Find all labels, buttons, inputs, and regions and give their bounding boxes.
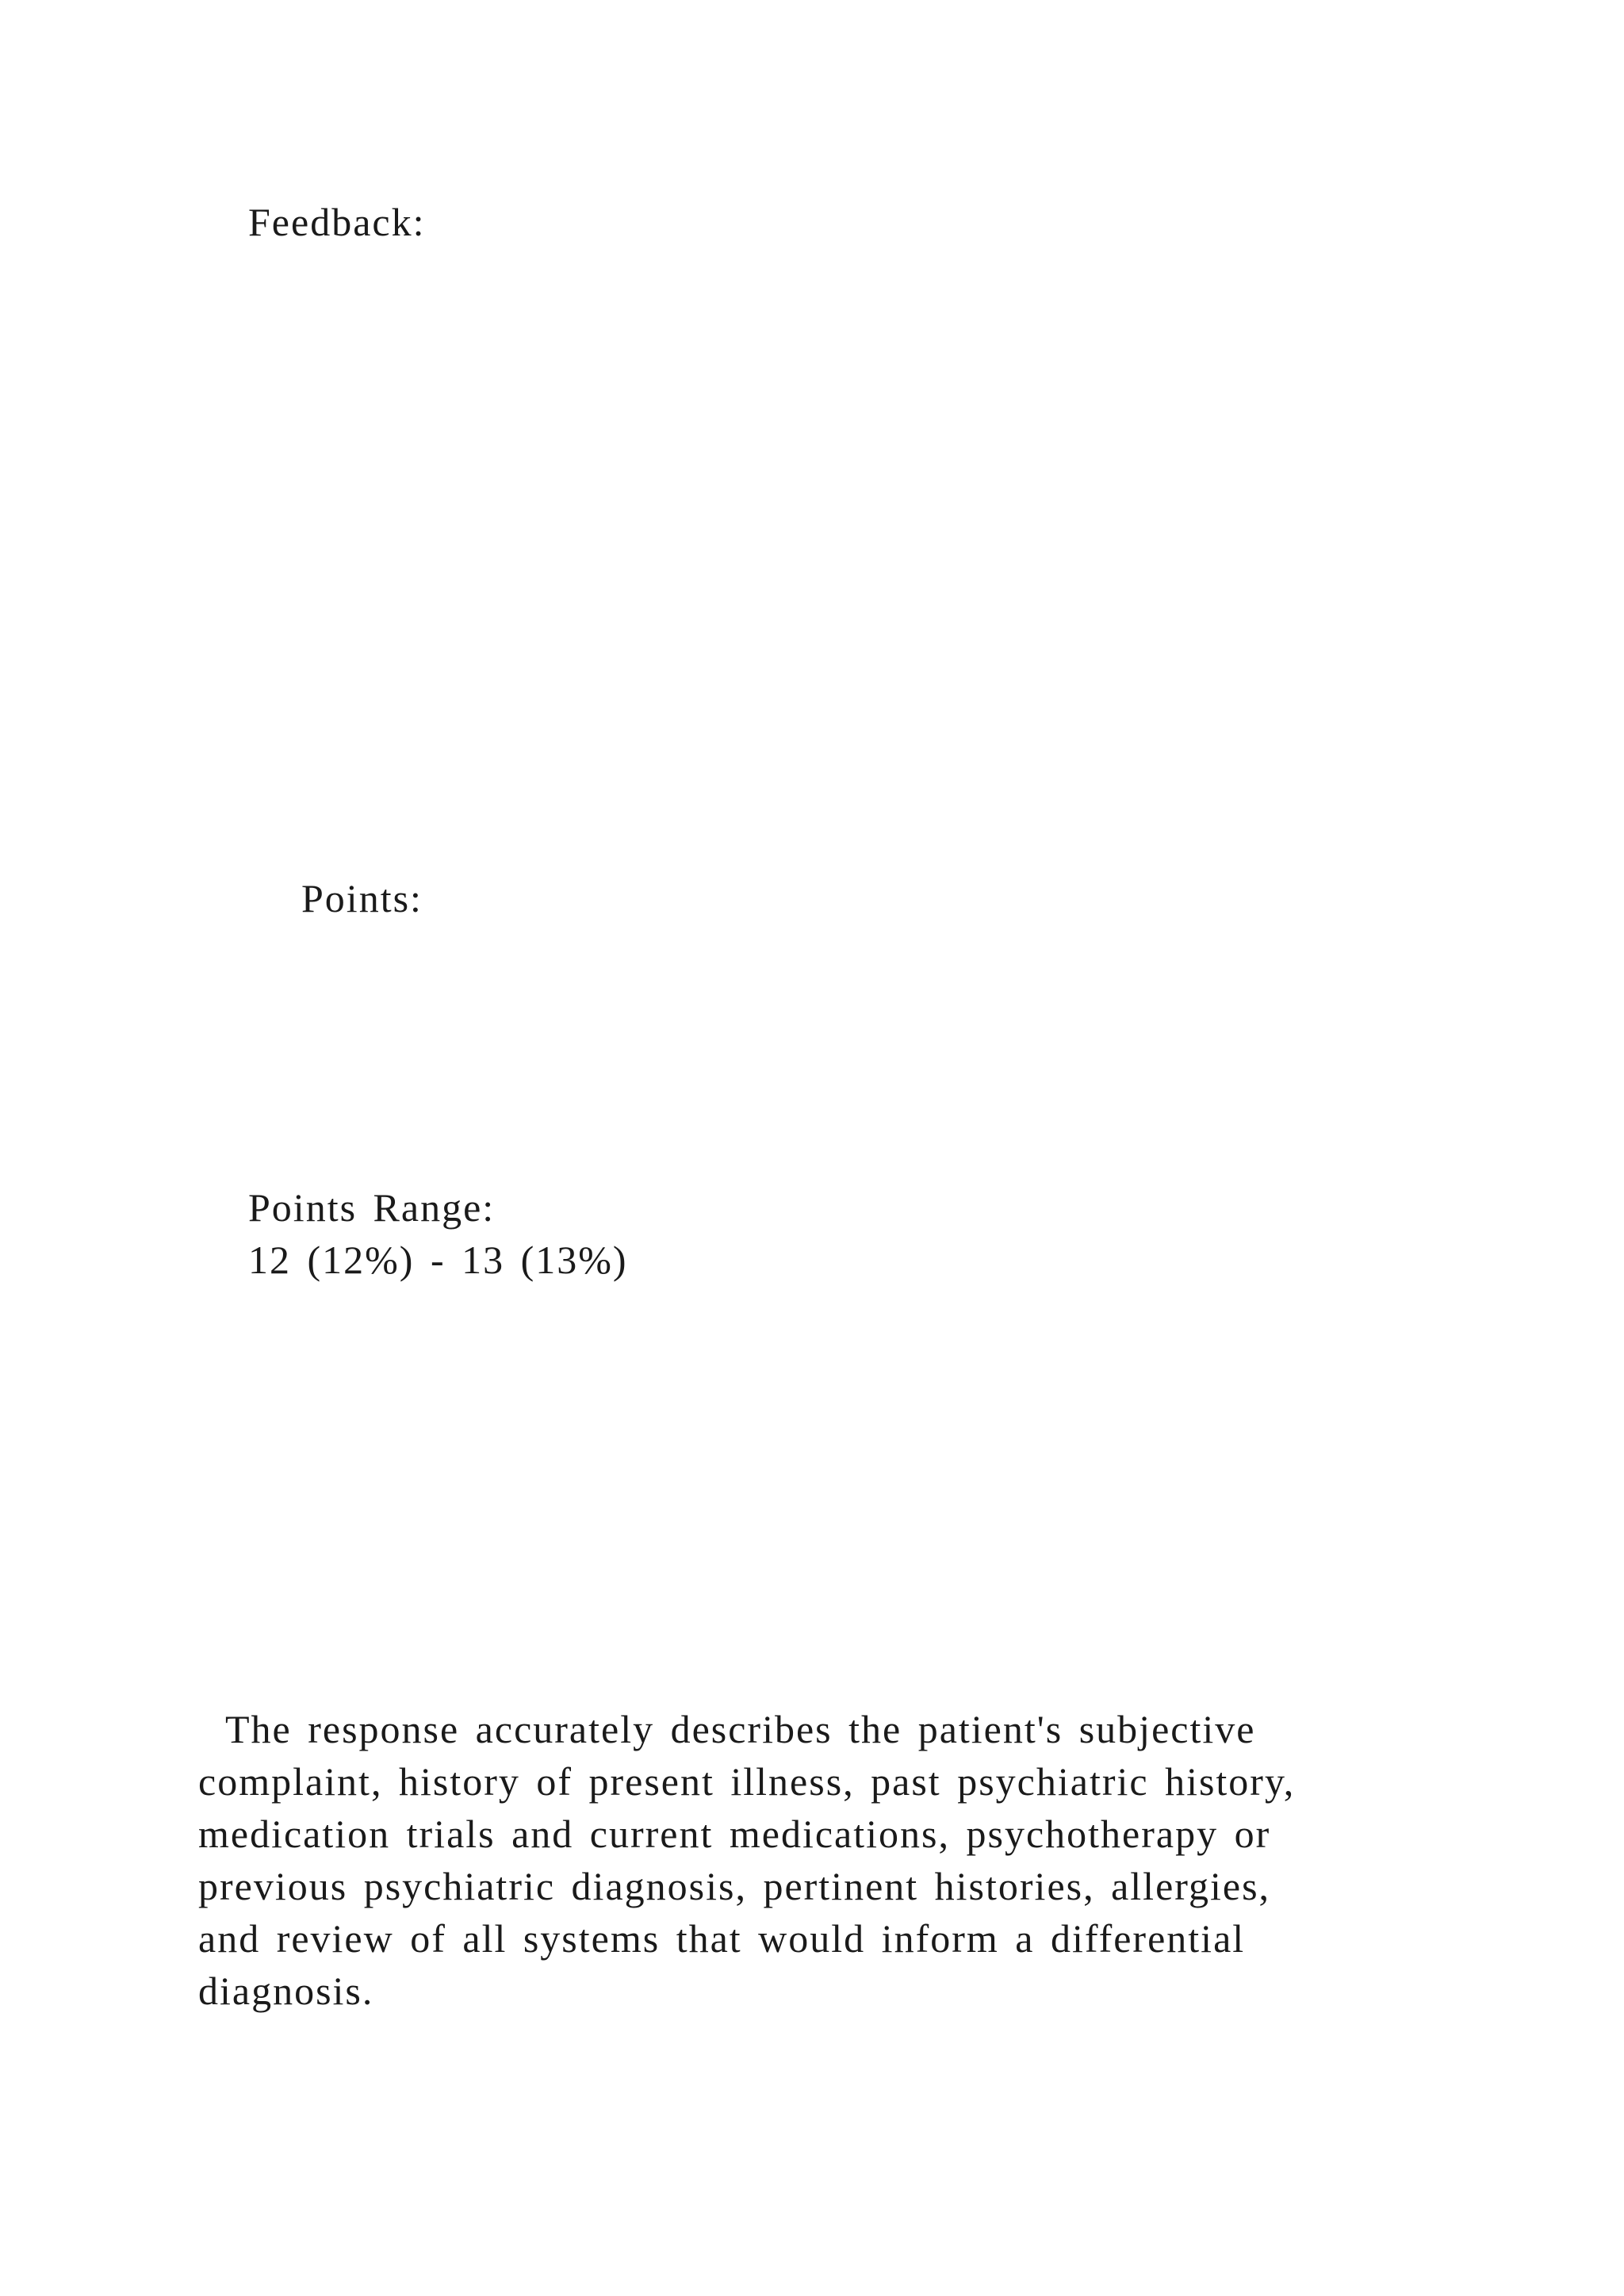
points-range-label: Points Range: — [248, 1185, 496, 1230]
response-line: complaint, history of present illness, past psychiatric history, — [198, 1759, 1296, 1804]
points-range-value: 12 (12%) - 13 (13%) — [248, 1238, 628, 1282]
points-label: Points: — [301, 876, 423, 920]
feedback-label: Feedback: — [248, 200, 426, 244]
response-line: previous psychiatric diagnosis, pertinent histories, allergies, — [198, 1864, 1271, 1908]
response-line: medication trials and current medications, psychotherapy or — [198, 1812, 1271, 1856]
response-description — [198, 1703, 1435, 2017]
response-line: diagnosis. — [198, 1969, 374, 2013]
response-line: The response accurately describes the patient's subjective — [225, 1707, 1256, 1751]
response-line: and review of all systems that would inform a differential — [198, 1916, 1246, 1961]
